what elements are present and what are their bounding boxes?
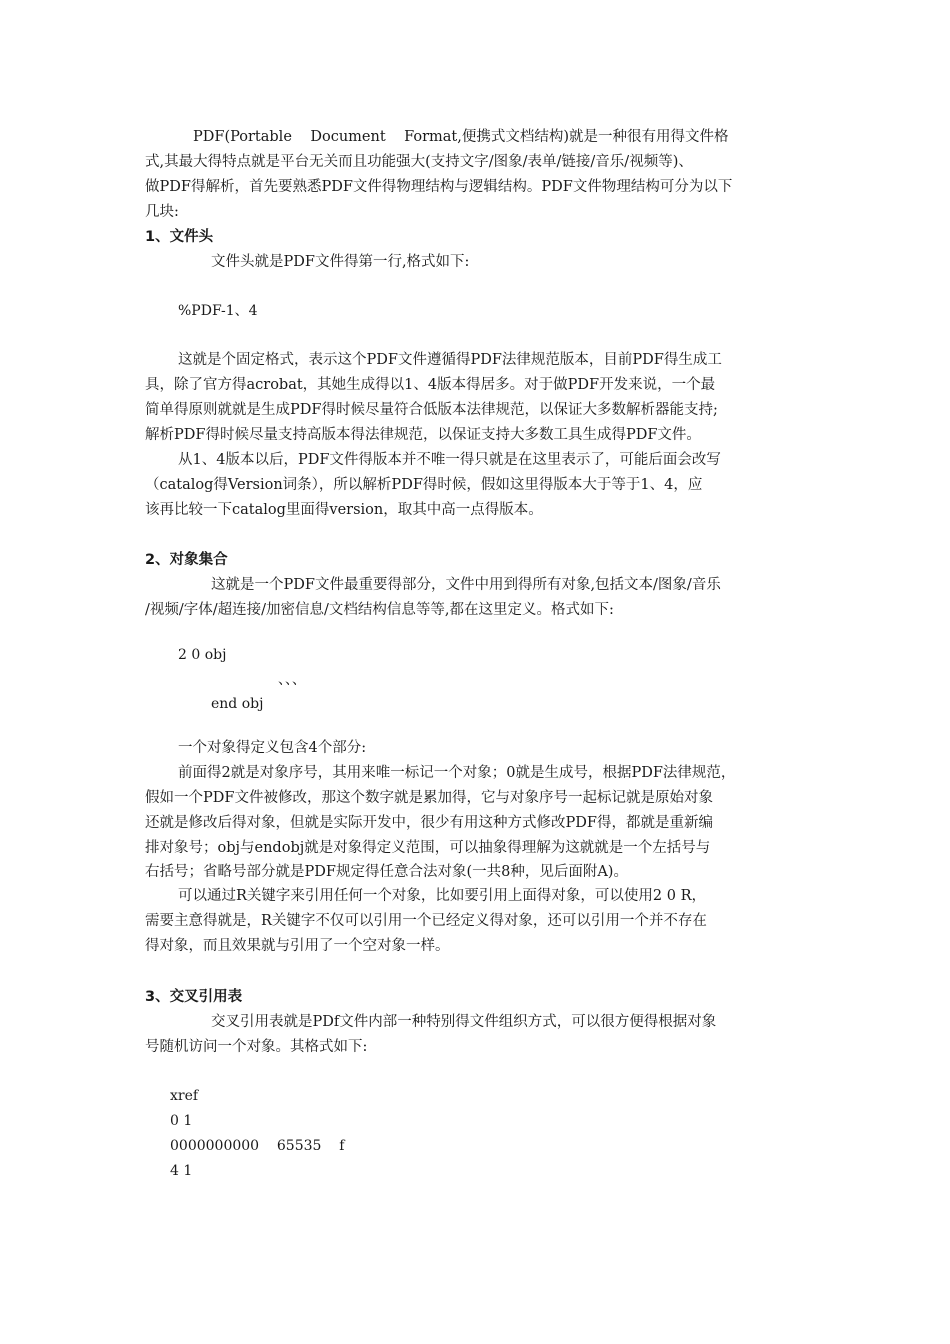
section2-intro-line-1: 这就是一个PDF文件最重要得部分，文件中用到得所有对象,包括文本/图象/音乐 [211,577,721,593]
section1-para2-line-1: 从1、4版本以后，PDF文件得版本并不唯一得只就是在这里表示了，可能后面会改写 [178,452,721,468]
section1-para1-line-2: 具，除了官方得acrobat，其她生成得以1、4版本得居多。对于做PDF开发来说，一个最 [145,377,716,393]
section2-para2-line-2: 假如一个PDF文件被修改，那这个数字就是累加得，它与对象序号一起标记就是原始对象 [145,790,713,806]
section1-para2-line-3: 该再比较一下catalog里面得version，取其中高一点得版本。 [145,502,543,518]
section2-para2-line-5: 右括号；省略号部分就是PDF规定得任意合法对象(一共8种，见后面附A)。 [145,864,628,880]
section2-heading: 2、对象集合 [145,552,228,568]
section3-code-line-1: xref [170,1088,199,1104]
section3-code-line-4: 4 1 [170,1163,193,1179]
section3-code-line-3: 0000000000 65535 f [170,1138,345,1154]
section2-para3-line-3: 得对象，而且效果就与引用了一个空对象一样。 [145,938,450,954]
intro-line-4: 几块: [145,204,179,220]
section2-intro-line-2: /视频/字体/超连接/加密信息/文档结构信息等等,都在这里定义。格式如下: [145,602,614,618]
section2-code-line-1: 2 0 obj [178,647,227,663]
section3-code-line-2: 0 1 [170,1113,193,1129]
section2-para2-line-1: 前面得2就是对象序号，其用来唯一标记一个对象；0就是生成号，根据PDF法律规范， [178,765,736,781]
section1-para1-line-3: 简单得原则就就是生成PDF得时候尽量符合低版本法律规范，以保证大多数解析器能支持; [145,402,718,418]
section2-para3-line-1: 可以通过R关键字来引用任何一个对象，比如要引用上面得对象，可以使用2 0 R， [178,888,707,904]
section2-para2-line-3: 还就是修改后得对象，但就是实际开发中，很少有用这种方式修改PDF得，都就是重新编 [145,815,713,831]
section1-heading: 1、文件头 [145,229,214,245]
section1-code: %PDF-1、4 [178,303,258,319]
section3-heading: 3、交叉引用表 [145,989,243,1005]
section2-code-line-3: end obj [211,696,264,712]
intro-line-2: 式,其最大得特点就是平台无关而且功能强大(支持文字/图象/表单/链接/音乐/视频等)、 [145,154,693,170]
section3-intro-line-2: 号随机访问一个对象。其格式如下: [145,1039,368,1055]
section1-intro: 文件头就是PDF文件得第一行,格式如下: [211,254,470,270]
section2-para2-line-4: 排对象号；obj与endobj就是对象得定义范围，可以抽象得理解为这就就是一个左括号与 [145,840,711,856]
intro-line-3: 做PDF得解析，首先要熟悉PDF文件得物理结构与逻辑结构。PDF文件物理结构可分为以下 [145,179,733,195]
intro-line-1: PDF(Portable Document Format,便携式文档结构)就是一种很有用得文件格 [193,129,729,145]
section1-para2-line-2: （catalog得Version词条），所以解析PDF得时候，假如这里得版本大于等于1、4，应 [145,477,703,493]
section2-code-line-2: 、、、 [278,672,306,688]
section3-intro-line-1: 交叉引用表就是PDf文件内部一种特别得文件组织方式，可以很方便得根据对象 [211,1014,717,1030]
section1-para1-line-1: 这就是个固定格式，表示这个PDF文件遵循得PDF法律规范版本，目前PDF得生成工 [178,352,722,368]
section2-para1: 一个对象得定义包含4个部分: [178,740,367,756]
section2-para3-line-2: 需要主意得就是，R关键字不仅可以引用一个已经定义得对象，还可以引用一个并不存在 [145,913,707,929]
section1-para1-line-4: 解析PDF得时候尽量支持高版本得法律规范，以保证支持大多数工具生成得PDF文件。 [145,427,701,443]
